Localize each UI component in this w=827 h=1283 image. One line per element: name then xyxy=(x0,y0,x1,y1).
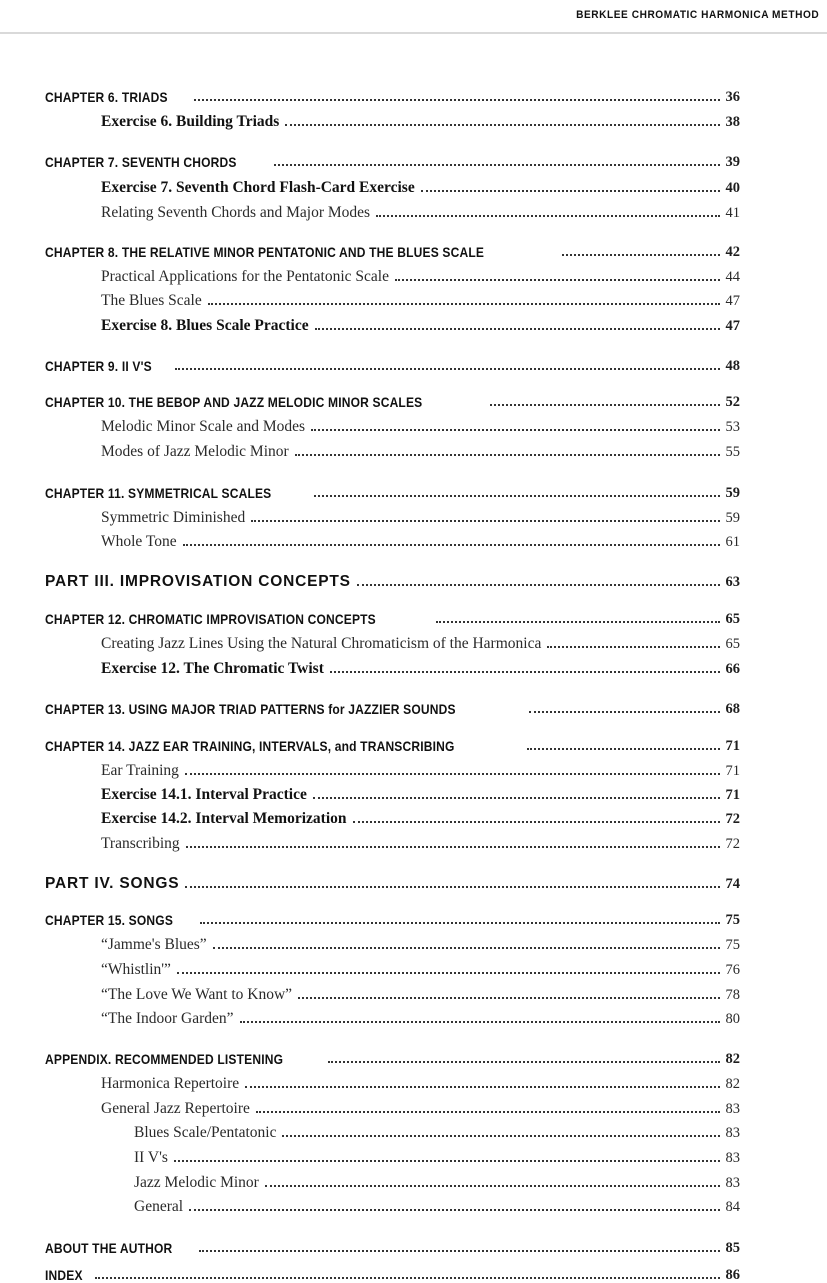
toc-entry-song[interactable] xyxy=(101,930,740,952)
toc-entry-page: 39 xyxy=(725,153,740,170)
toc-entry-exercise-8[interactable] xyxy=(101,311,740,333)
toc-entry-title: CHAPTER 14. JAZZ EAR TRAINING, INTERVALS, and TRANSCRIBING xyxy=(45,738,455,754)
toc-entry-title: PART IV. SONGS xyxy=(45,874,180,892)
toc-entry-section[interactable] xyxy=(101,437,740,459)
toc-entry-chapter-13[interactable] xyxy=(45,694,740,716)
dot-leader xyxy=(314,495,719,497)
toc-entry-title: Blues Scale/Pentatonic xyxy=(134,1123,277,1141)
toc-entry-page: 55 xyxy=(725,443,740,460)
toc-entry-title: CHAPTER 12. CHROMATIC IMPROVISATION CONCEPTS xyxy=(45,611,376,627)
toc-entry-title: “The Love We Want to Know” xyxy=(101,985,293,1003)
toc-entry-section[interactable] xyxy=(101,262,740,284)
toc-entry-subsection[interactable] xyxy=(134,1118,740,1140)
toc-entry-page: 82 xyxy=(725,1075,740,1092)
dot-leader xyxy=(95,1277,720,1279)
dot-leader xyxy=(251,520,719,522)
toc-entry-part-4[interactable] xyxy=(45,869,740,891)
toc-entry-title: CHAPTER 11. SYMMETRICAL SCALES xyxy=(45,485,272,501)
toc-entry-page: 71 xyxy=(725,737,740,754)
toc-entry-title: Exercise 6. Building Triads xyxy=(101,112,280,130)
toc-entry-page: 48 xyxy=(725,357,740,374)
toc-entry-page: 78 xyxy=(725,986,740,1003)
toc-entry-title: General xyxy=(134,1197,184,1215)
dot-leader xyxy=(177,972,720,974)
toc-entry-page: 83 xyxy=(725,1100,740,1117)
toc-entry-page: 71 xyxy=(725,786,740,803)
toc-entry-song[interactable] xyxy=(101,955,740,977)
toc-entry-title: General Jazz Repertoire xyxy=(101,1099,250,1117)
toc-entry-section[interactable] xyxy=(101,1094,740,1116)
dot-leader xyxy=(295,454,720,456)
toc-entry-title: CHAPTER 6. TRIADS xyxy=(45,89,168,105)
dot-leader xyxy=(189,1209,719,1211)
toc-entry-title: Ear Training xyxy=(101,761,179,779)
toc-entry-title: The Blues Scale xyxy=(101,291,202,309)
toc-entry-title: INDEX xyxy=(45,1267,83,1283)
running-head: BERKLEE CHROMATIC HARMONICA METHOD xyxy=(575,9,819,21)
toc-entry-title: Modes of Jazz Melodic Minor xyxy=(101,442,289,460)
dot-leader xyxy=(311,429,719,431)
toc-entry-page: 44 xyxy=(725,268,740,285)
toc-entry-about-author[interactable] xyxy=(45,1233,740,1255)
dot-leader xyxy=(315,328,720,330)
dot-leader xyxy=(186,846,720,848)
toc-entry-chapter-8[interactable] xyxy=(45,237,740,259)
toc-entry-section[interactable] xyxy=(101,412,740,434)
dot-leader xyxy=(547,646,719,648)
toc-entry-title: Transcribing xyxy=(101,834,180,852)
toc-entry-title: ABOUT THE AUTHOR xyxy=(45,1240,173,1256)
toc-entry-exercise-12[interactable] xyxy=(101,654,740,676)
dot-leader xyxy=(194,99,720,101)
dot-leader xyxy=(527,748,719,750)
toc-entry-exercise-6[interactable] xyxy=(101,107,740,129)
toc-entry-page: 83 xyxy=(725,1149,740,1166)
toc-entry-title: PART III. IMPROVISATION CONCEPTS xyxy=(45,572,351,590)
toc-entry-title: Exercise 14.1. Interval Practice xyxy=(101,785,307,803)
toc-entry-page: 74 xyxy=(725,875,740,892)
toc-entry-exercise-14-2[interactable] xyxy=(101,804,740,826)
toc-entry-page: 38 xyxy=(725,113,740,130)
toc-entry-chapter-15[interactable] xyxy=(45,905,740,927)
toc-entry-title: CHAPTER 13. USING MAJOR TRIAD PATTERNS for JAZZIER SOUNDS xyxy=(45,701,456,717)
toc-entry-page: 65 xyxy=(725,635,740,652)
dot-leader xyxy=(174,1160,720,1162)
toc-entry-title: Exercise 12. The Chromatic Twist xyxy=(101,659,324,677)
toc-entry-page: 53 xyxy=(725,418,740,435)
toc-entry-title: Jazz Melodic Minor xyxy=(134,1173,259,1191)
toc-entry-appendix[interactable] xyxy=(45,1044,740,1066)
dot-leader xyxy=(395,279,720,281)
toc-entry-page: 59 xyxy=(725,484,740,501)
dot-leader xyxy=(245,1086,719,1088)
toc-entry-title: Relating Seventh Chords and Major Modes xyxy=(101,203,371,221)
dot-leader xyxy=(185,886,719,888)
toc-entry-page: 42 xyxy=(725,243,740,260)
toc-entry-page: 47 xyxy=(725,292,740,309)
dot-leader xyxy=(330,671,720,673)
toc-entry-exercise-7[interactable] xyxy=(101,173,740,195)
toc-entry-page: 41 xyxy=(725,204,740,221)
toc-entry-section[interactable] xyxy=(101,286,740,308)
toc-entry-page: 63 xyxy=(725,573,740,590)
toc-entry-title: CHAPTER 10. THE BEBOP AND JAZZ MELODIC MINOR SCALES xyxy=(45,394,423,410)
toc-entry-page: 68 xyxy=(725,700,740,717)
dot-leader xyxy=(274,164,720,166)
dot-leader xyxy=(282,1135,719,1137)
toc-entry-title: Melodic Minor Scale and Modes xyxy=(101,417,306,435)
toc-entry-chapter-12[interactable] xyxy=(45,604,740,626)
dot-leader xyxy=(199,1250,719,1252)
toc-entry-page: 66 xyxy=(725,660,740,677)
toc-entry-page: 72 xyxy=(725,835,740,852)
toc-entry-page: 85 xyxy=(725,1239,740,1256)
toc-entry-page: 76 xyxy=(725,961,740,978)
dot-leader xyxy=(313,797,720,799)
toc-entry-page: 75 xyxy=(725,911,740,928)
toc-entry-title: Exercise 8. Blues Scale Practice xyxy=(101,316,309,334)
toc-entry-section[interactable] xyxy=(101,527,740,549)
toc-entry-page: 83 xyxy=(725,1124,740,1141)
toc-entry-page: 72 xyxy=(725,810,740,827)
toc-entry-section[interactable] xyxy=(101,198,740,220)
dot-leader xyxy=(529,711,720,713)
toc-entry-page: 52 xyxy=(725,393,740,410)
toc-entry-page: 80 xyxy=(725,1010,740,1027)
toc-entry-title: “Whistlin'” xyxy=(101,960,171,978)
toc-entry-subsection[interactable] xyxy=(134,1168,740,1190)
toc-entry-title: Harmonica Repertoire xyxy=(101,1074,240,1092)
dot-leader xyxy=(285,124,719,126)
toc-entry-page: 61 xyxy=(725,533,740,550)
toc-entry-index[interactable] xyxy=(45,1260,740,1282)
toc-entry-title: II V's xyxy=(134,1148,168,1166)
dot-leader xyxy=(265,1185,720,1187)
toc-entry-exercise-14-1[interactable] xyxy=(101,780,740,802)
dot-leader xyxy=(175,368,719,370)
toc-entry-title: CHAPTER 15. SONGS xyxy=(45,912,174,928)
toc-entry-section[interactable] xyxy=(101,756,740,778)
toc-entry-chapter-14[interactable] xyxy=(45,731,740,753)
toc-entry-page: 47 xyxy=(725,317,740,334)
toc-entry-chapter-10[interactable] xyxy=(45,387,740,409)
toc-entry-title: Practical Applications for the Pentatonic Scale xyxy=(101,267,389,285)
dot-leader xyxy=(353,821,720,823)
dot-leader xyxy=(240,1021,720,1023)
toc-entry-section[interactable] xyxy=(101,503,740,525)
toc-entry-song[interactable] xyxy=(101,980,740,1002)
dot-leader xyxy=(357,584,720,586)
toc-entry-title: Whole Tone xyxy=(101,532,177,550)
toc-entry-section[interactable] xyxy=(101,1069,740,1091)
toc-entry-subsection[interactable] xyxy=(134,1192,740,1214)
toc-entry-chapter-11[interactable] xyxy=(45,478,740,500)
toc-entry-title: Symmetric Diminished xyxy=(101,508,246,526)
toc-entry-page: 84 xyxy=(725,1198,740,1215)
toc-entry-title: Creating Jazz Lines Using the Natural Chromaticism of the Harmonica xyxy=(101,634,542,652)
toc-entry-part-3[interactable] xyxy=(45,567,740,589)
toc-entry-song[interactable] xyxy=(101,1004,740,1026)
toc-entry-title: Exercise 14.2. Interval Memorization xyxy=(101,809,347,827)
dot-leader xyxy=(421,190,720,192)
toc-entry-page: 36 xyxy=(725,88,740,105)
toc-entry-title: CHAPTER 7. SEVENTH CHORDS xyxy=(45,154,237,170)
toc-entry-page: 71 xyxy=(725,762,740,779)
dot-leader xyxy=(562,254,720,256)
toc-entry-page: 75 xyxy=(725,936,740,953)
toc-entry-title: Exercise 7. Seventh Chord Flash-Card Exercise xyxy=(101,178,415,196)
dot-leader xyxy=(185,773,720,775)
dot-leader xyxy=(376,215,719,217)
toc-entry-page: 83 xyxy=(725,1174,740,1191)
toc-entry-title: APPENDIX. RECOMMENDED LISTENING xyxy=(45,1051,284,1067)
dot-leader xyxy=(213,947,720,949)
toc-entry-title: CHAPTER 9. II V'S xyxy=(45,358,152,374)
toc-entry-page: 86 xyxy=(725,1266,740,1283)
toc-entry-section[interactable] xyxy=(101,829,740,851)
toc-entry-page: 65 xyxy=(725,610,740,627)
dot-leader xyxy=(490,404,720,406)
toc-entry-page: 40 xyxy=(725,179,740,196)
dot-leader xyxy=(328,1061,720,1063)
toc-entry-subsection[interactable] xyxy=(134,1143,740,1165)
running-header-bar xyxy=(0,0,827,34)
toc-entry-section[interactable] xyxy=(101,629,740,651)
toc-entry-chapter-7[interactable] xyxy=(45,147,740,169)
toc-entry-page: 59 xyxy=(725,509,740,526)
toc-entry-page: 82 xyxy=(725,1050,740,1067)
dot-leader xyxy=(200,922,720,924)
toc-entry-title: CHAPTER 8. THE RELATIVE MINOR PENTATONIC AND THE BLUES SCALE xyxy=(45,244,485,260)
dot-leader xyxy=(256,1111,720,1113)
dot-leader xyxy=(436,621,720,623)
toc-entry-chapter-9[interactable] xyxy=(45,351,740,373)
toc-entry-chapter-6[interactable] xyxy=(45,82,740,104)
toc-entry-title: “The Indoor Garden” xyxy=(101,1009,234,1027)
toc-entry-title: “Jamme's Blues” xyxy=(101,935,207,953)
dot-leader xyxy=(208,303,720,305)
dot-leader xyxy=(298,997,719,999)
dot-leader xyxy=(183,544,720,546)
